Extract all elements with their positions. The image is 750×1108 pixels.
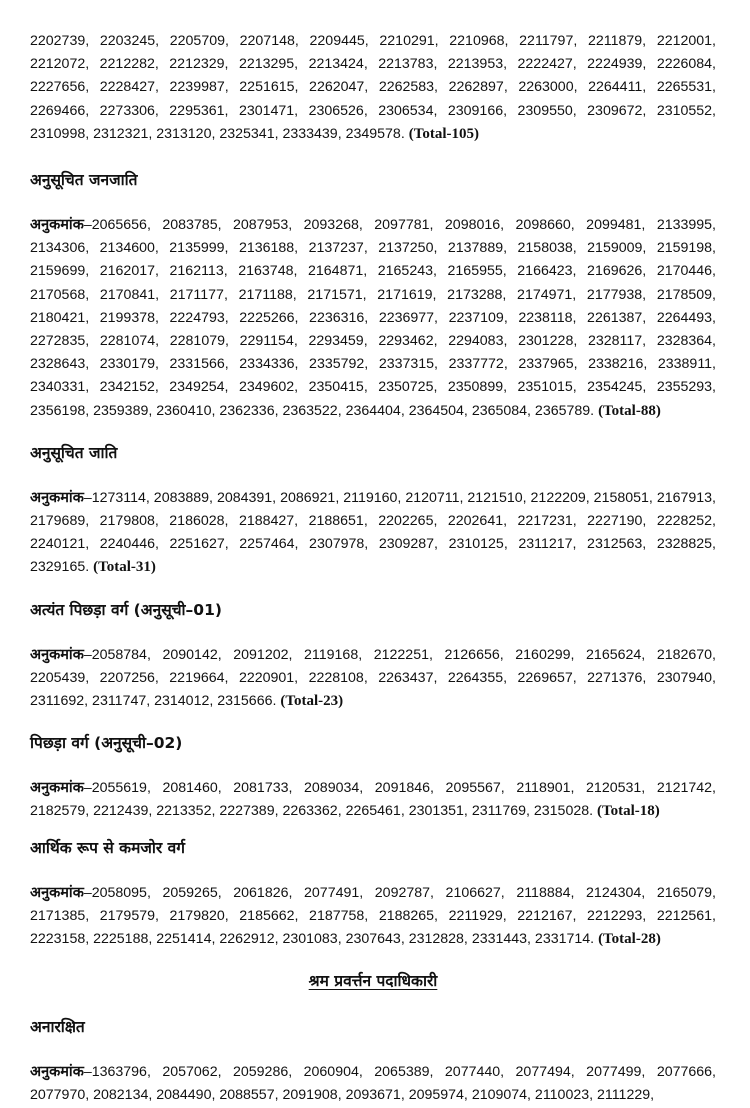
section-heading-st: अनुसूचित जनजाति [30,171,138,190]
total-count: (Total-28) [598,931,661,948]
document-page [30,30,716,1108]
roll-lead: अनुकमांक [30,217,84,234]
section-heading-sc: अनुसूचित जाति [30,443,118,462]
total-count: (Total-88) [598,402,661,419]
roll-numbers: –1363796, 2057062, 2059286, 2060904, 2065389, 2077440, 2077494, 2077499, 2077666, 2077970, 2082134, 2084490, 2088557, 2091908, 2093671, 2095974, 2109074, 2110023, 2111229, [30,1064,716,1104]
roll-lead: अनुकमांक [30,780,84,797]
st-roll-list [30,214,716,423]
unreserved-roll-list [30,1061,716,1107]
roll-lead: अनुकमांक [30,489,84,506]
roll-numbers: –2055619, 2081460, 2081733, 2089034, 2091846, 2095567, 2118901, 2120531, 2121742, 2182579, 2212439, 2213352, 2227389, 2263362, 2265461, 2301351, 2311769, 2315028. [30,780,716,820]
total-count: (Total-105) [408,125,479,142]
roll-numbers: –1273114, 2083889, 2084391, 2086921, 2119160, 2120711, 2121510, 2122209, 2158051, 2167913, 2179689, 2179808, 2186028, 2188427, 2188651, 2202265, 2202641, 2217231, 2227190, 2228252, 2240121, 2240446, 2251627, 2257464, 2307978, 2309287, 2310125, 2311217, 2312563, 2328825, 2329165. [30,489,716,576]
sc-roll-list [30,487,716,580]
roll-numbers: –2065656, 2083785, 2087953, 2093268, 2097781, 2098016, 2098660, 2099481, 2133995, 2134306, 2134600, 2135999, 2136188, 2137237, 2137250, 2137889, 2158038, 2159009, 2159198, 2159699, 2162017, 2162113, 2163748, 2164871, 2165243, 2165955, 2166423, 2169626, 2170446, 2170568, 2170841, 2171177, 2171188, 2171571, 2171619, 2173288, 2174971, 2177938, 2178509, 2180421, 2199378, 2224793, 2225266, 2236316, 2236977, 2237109, 2238118, 2261387, 2264493, 2272835, 2281074, 2281079, 2291154, 2293459, 2293462, 2294083, 2301228, 2328117, 2328364, 2328643, 2330179, 2331566, 2334336, 2335792, 2337315, 2337772, 2337965, 2338216, 2338911, 2340331, 2342152, 2349254, 2349602, 2350415, 2350725, 2350899, 2351015, 2354245, 2355293, 2356198, 2359389, 2360410, 2362336, 2363522, 2364404, 2364504, 2365084, 2365789. [30,217,716,419]
top-roll-list [30,30,716,146]
total-count: (Total-31) [93,559,156,576]
roll-numbers: –2058784, 2090142, 2091202, 2119168, 2122251, 2126656, 2160299, 2165624, 2182670, 2205439, 2207256, 2219664, 2220901, 2228108, 2263437, 2264355, 2269657, 2271376, 2307940, 2311692, 2311747, 2314012, 2315666. [30,646,716,710]
ebc-roll-list [30,644,716,714]
roll-lead: अनुकमांक [30,646,84,663]
section-heading-bc: पिछड़ा वर्ग (अनुसूची–02) [30,734,183,753]
section-heading-ews: आर्थिक रूप से कमजोर वर्ग [30,838,185,857]
roll-numbers: 2202739, 2203245, 2205709, 2207148, 2209445, 2210291, 2210968, 2211797, 2211879, 2212001, 2212072, 2212282, 2212329, 2213295, 2213424, 2213783, 2213953, 2222427, 2224939, 2226084, 2227656, 2228427, 2239987, 2251615, 2262047, 2262583, 2262897, 2263000, 2264411, 2265531, 2269466, 2273306, 2295361, 2301471, 2306526, 2306534, 2309166, 2309550, 2309672, 2310552, 2310998, 2312321, 2313120, 2325341, 2333439, 2349578. [30,33,716,142]
ews-roll-list [30,882,716,952]
post-title: श्रम प्रवर्त्तन पदाधिकारी [308,972,438,991]
roll-lead: अनुकमांक [30,1064,84,1081]
roll-numbers: –2058095, 2059265, 2061826, 2077491, 2092787, 2106627, 2118884, 2124304, 2165079, 2171385, 2179579, 2179820, 2185662, 2187758, 2188265, 2211929, 2212167, 2212293, 2212561, 2223158, 2225188, 2251414, 2262912, 2301083, 2307643, 2312828, 2331443, 2331714. [30,884,716,948]
roll-lead: अनुकमांक [30,884,84,901]
total-count: (Total-23) [280,693,344,710]
total-count: (Total-18) [597,803,660,820]
bc-roll-list [30,777,716,823]
section-heading-ebc: अत्यंत पिछड़ा वर्ग (अनुसूची–01) [30,600,222,619]
section-heading-unreserved: अनारक्षित [30,1018,85,1037]
